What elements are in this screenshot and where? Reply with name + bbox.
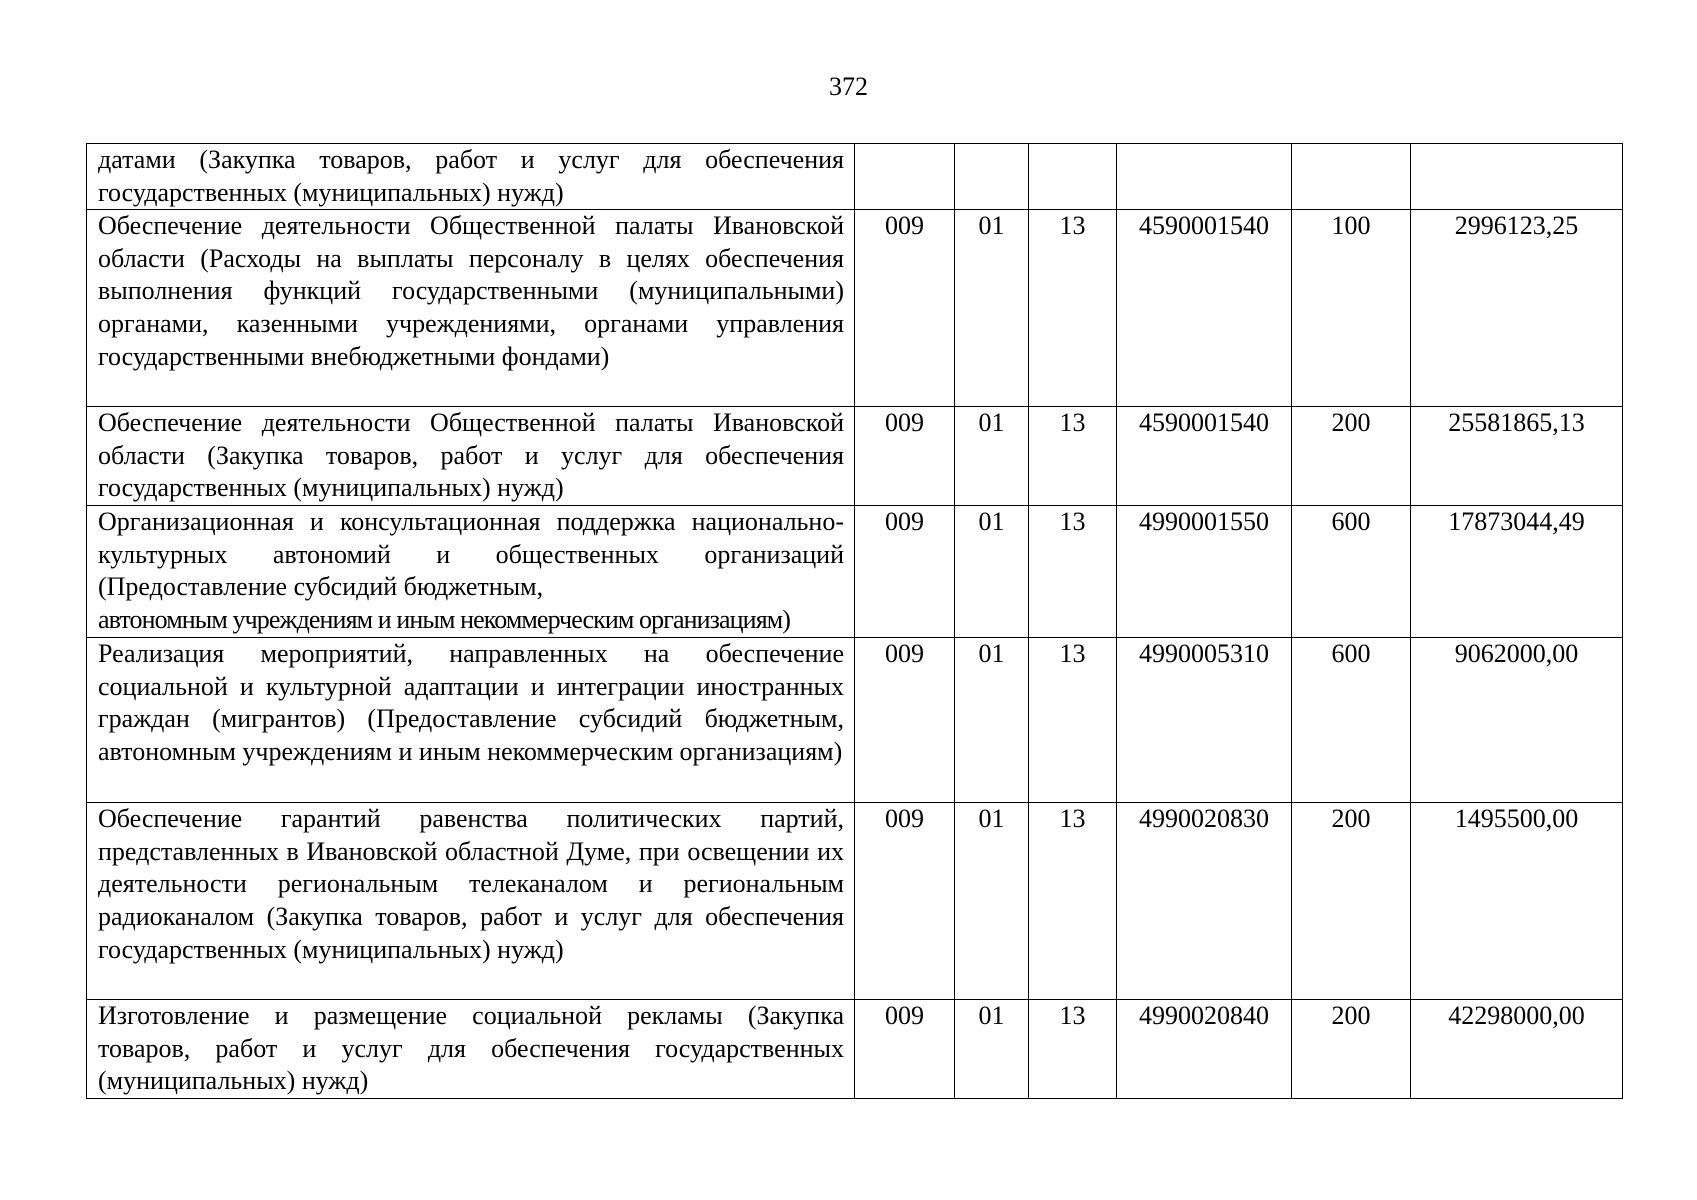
target-article-code: 4990020840 [1117,1000,1292,1099]
subsection-code: 13 [1029,210,1117,407]
table-row [87,803,1623,1000]
table-row [87,210,1623,407]
row-description [87,506,855,638]
amount: 1495500,00 [1411,803,1623,1000]
target-article-code: 4590001540 [1117,407,1292,506]
table-row [87,506,1623,638]
target-article-code [1117,144,1292,210]
ministry-code: 009 [855,210,955,407]
ministry-code: 009 [855,407,955,506]
table-row [87,638,1623,803]
amount: 42298000,00 [1411,1000,1623,1099]
section-code: 01 [955,506,1029,638]
row-description: Изготовление и размещение социальной рекламы (Закупка товаров, работ и услуг для обеспечения государственных (муниципальных) нужд) [87,1000,855,1099]
ministry-code: 009 [855,1000,955,1099]
amount: 25581865,13 [1411,407,1623,506]
expense-type-code: 200 [1292,803,1411,1000]
amount: 2996123,25 [1411,210,1623,407]
amount: 9062000,00 [1411,638,1623,803]
section-code: 01 [955,803,1029,1000]
subsection-code: 13 [1029,407,1117,506]
row-description-text: Организационная и консультационная поддержка национально-культурных автономий и общественных организаций (Предоставление субсидий бюджетным, [98,507,844,602]
expense-type-code: 200 [1292,407,1411,506]
section-code: 01 [955,210,1029,407]
row-description: Обеспечение деятельности Общественной палаты Ивановской области (Закупка товаров, работ и услуг для обеспечения государственных (муниципальных) нужд) [87,407,855,506]
row-description: Реализация мероприятий, направленных на обеспечение социальной и культурной адаптации и интеграции иностранных граждан (мигрантов) (Предоставление субсидий бюджетным, автономным учреждениям и иным некоммерческим организациям) [87,638,855,803]
amount: 17873044,49 [1411,506,1623,638]
expense-type-code: 200 [1292,1000,1411,1099]
target-article-code: 4990020830 [1117,803,1292,1000]
expense-type-code: 600 [1292,638,1411,803]
page-number: 372 [829,72,868,101]
row-description: Обеспечение деятельности Общественной палаты Ивановской области (Расходы на выплаты персоналу в целях обеспечения выполнения функций государственными (муниципальными) органами, казенными учреждениями, органами управления государственными внебюджетными фондами) [87,210,855,407]
row-description: датами (Закупка товаров, работ и услуг для обеспечения государственных (муниципальных) нужд) [87,144,855,210]
row-description-tail: автономным учреждениям и иным некоммерческим организациям) [98,604,791,634]
ministry-code [855,144,955,210]
ministry-code: 009 [855,638,955,803]
section-code: 01 [955,407,1029,506]
subsection-code: 13 [1029,638,1117,803]
target-article-code: 4990001550 [1117,506,1292,638]
target-article-code: 4990005310 [1117,638,1292,803]
target-article-code: 4590001540 [1117,210,1292,407]
row-description: Обеспечение гарантий равенства политических партий, представленных в Ивановской областной Думе, при освещении их деятельности региональным телеканалом и региональным радиоканалом (Закупка товаров, работ и услуг для обеспечения государственных (муниципальных) нужд) [87,803,855,1000]
subsection-code: 13 [1029,1000,1117,1099]
expense-type-code: 600 [1292,506,1411,638]
table-row [87,1000,1623,1099]
section-code: 01 [955,638,1029,803]
subsection-code: 13 [1029,803,1117,1000]
table-row [87,407,1623,506]
amount [1411,144,1623,210]
expense-type-code [1292,144,1411,210]
subsection-code [1029,144,1117,210]
table-row [87,144,1623,210]
budget-table [86,143,1623,1099]
section-code: 01 [955,1000,1029,1099]
ministry-code: 009 [855,506,955,638]
ministry-code: 009 [855,803,955,1000]
section-code [955,144,1029,210]
subsection-code: 13 [1029,506,1117,638]
expense-type-code: 100 [1292,210,1411,407]
